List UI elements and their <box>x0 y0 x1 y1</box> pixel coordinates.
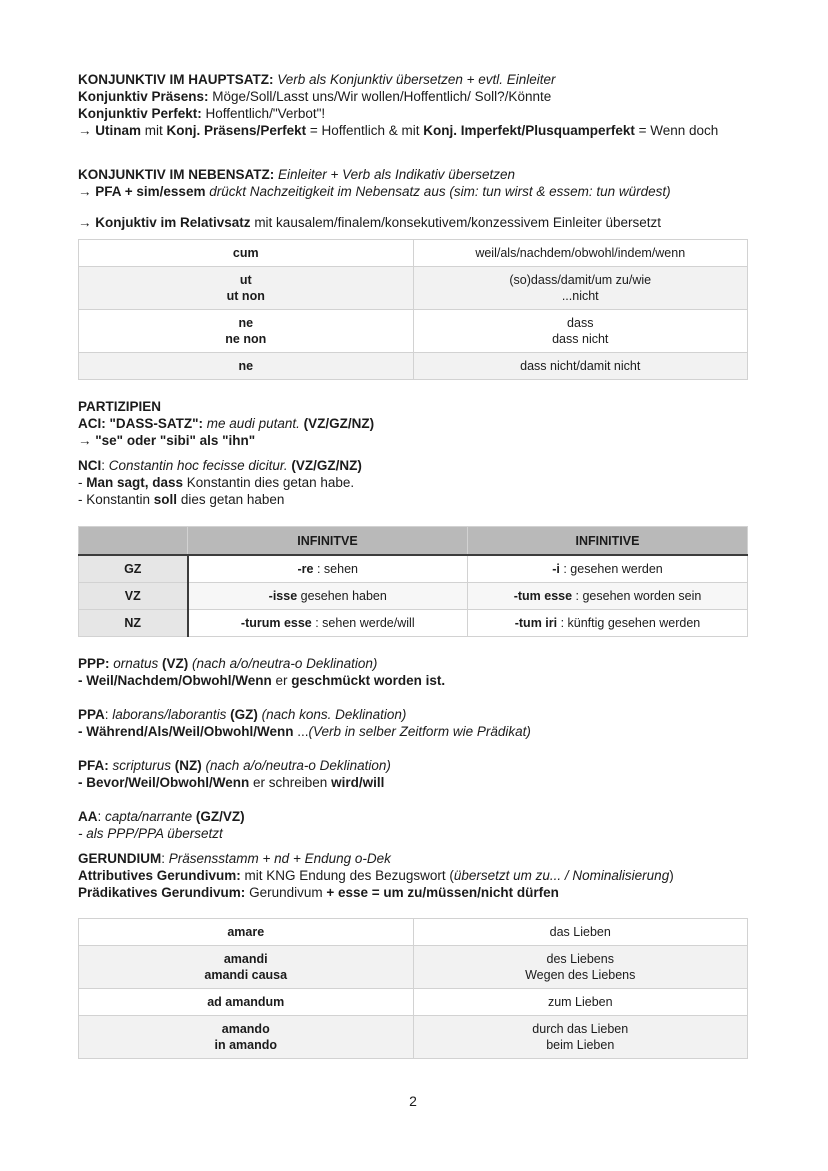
section-ppa <box>78 706 748 740</box>
text-segment: amandi <box>223 952 268 966</box>
text-segment: -tum iri <box>514 616 558 630</box>
text-segment: Konjunktiv Präsens: <box>78 89 213 104</box>
text-segment: → <box>78 215 96 230</box>
text-segment: PFA + sim/essem <box>95 184 206 199</box>
text-segment: ne <box>238 316 254 330</box>
text-line <box>78 757 748 774</box>
table-cell <box>79 919 414 946</box>
table-row <box>79 946 748 989</box>
text-segment: : sehen werde/will <box>311 616 415 630</box>
text-segment: er schreiben <box>249 775 332 790</box>
section-konjunktiv-hauptsatz <box>78 71 748 139</box>
text-segment: amandi causa <box>204 968 288 982</box>
conjunction-table <box>78 239 748 380</box>
text-line <box>420 288 742 304</box>
text-segment: cum <box>232 246 259 260</box>
table-row <box>79 267 748 310</box>
text-segment: -i <box>552 562 560 576</box>
text-line <box>420 924 742 940</box>
table-cell <box>79 310 414 353</box>
text-segment: weil/als/nachdem/obwohl/indem/wenn <box>475 246 686 260</box>
table-row <box>79 583 748 610</box>
text-line <box>195 588 462 604</box>
text-line <box>78 214 748 231</box>
text-segment: ne non <box>225 332 267 346</box>
text-segment: : <box>161 851 169 866</box>
text-segment: (VZ/GZ/NZ) <box>303 416 375 431</box>
section-nci <box>78 457 748 508</box>
text-segment: Konjuktiv im Relativsatz <box>95 215 251 230</box>
table-cell <box>79 946 414 989</box>
text-segment: ut <box>239 273 252 287</box>
text-line <box>85 1037 407 1053</box>
text-line <box>78 706 748 723</box>
text-segment: Utinam <box>95 123 142 138</box>
table-cell <box>79 353 414 380</box>
text-segment: -re <box>297 562 314 576</box>
text-line <box>85 924 407 940</box>
text-segment: PFA: <box>78 758 113 773</box>
table-cell <box>413 946 748 989</box>
text-segment: → <box>78 184 96 199</box>
table-row <box>79 610 748 637</box>
section-aa <box>78 808 748 842</box>
table-row-label: GZ <box>79 555 188 583</box>
text-line <box>85 967 407 983</box>
table-row-label: NZ <box>79 610 188 637</box>
table-cell <box>413 919 748 946</box>
text-segment: beim Lieben <box>546 1038 615 1052</box>
text-line <box>78 655 748 672</box>
table-cell <box>188 583 468 610</box>
text-segment: (GZ) <box>230 707 262 722</box>
text-line <box>85 951 407 967</box>
table-corner-cell <box>79 527 188 556</box>
table-row <box>79 240 748 267</box>
text-line <box>420 951 742 967</box>
text-segment: mit <box>141 123 167 138</box>
text-line <box>78 457 748 474</box>
text-line <box>420 315 742 331</box>
text-line <box>474 561 741 577</box>
text-segment: (Verb in selber Zeitform wie Prädikat) <box>308 724 531 739</box>
text-line <box>474 588 741 604</box>
text-line <box>85 315 407 331</box>
text-segment: (nach kons. Deklination) <box>261 707 407 722</box>
table-cell <box>413 240 748 267</box>
text-segment: ad amandum <box>207 995 285 1009</box>
table-row <box>79 1016 748 1059</box>
text-segment: (GZ/VZ) <box>195 809 245 824</box>
text-segment: = Wenn doch <box>634 123 719 138</box>
text-segment: : <box>104 707 113 722</box>
text-segment: : gesehen worden sein <box>572 589 702 603</box>
text-line <box>78 774 748 791</box>
text-segment: Prädikatives Gerundivum: <box>78 885 250 900</box>
text-segment: in amando <box>214 1038 277 1052</box>
text-line <box>78 415 748 432</box>
gerund-table <box>78 918 748 1059</box>
text-line <box>420 331 742 347</box>
text-segment: (so)dass/damit/um zu/wie <box>509 273 652 287</box>
text-segment: ornatus <box>113 656 163 671</box>
text-segment: des Liebens <box>546 952 614 966</box>
text-line <box>420 994 742 1010</box>
text-line <box>78 491 748 508</box>
table-row <box>79 310 748 353</box>
table-cell <box>413 989 748 1016</box>
table-row <box>79 919 748 946</box>
text-line <box>85 288 407 304</box>
text-segment: übersetzt um zu... / Nominalisierung <box>453 868 670 883</box>
text-line <box>85 245 407 261</box>
text-line <box>78 474 748 491</box>
text-line <box>85 331 407 347</box>
text-segment: : <box>101 458 109 473</box>
section-ppp <box>78 655 748 689</box>
text-line <box>420 245 742 261</box>
table-header-row <box>79 527 748 556</box>
text-segment: + esse = um zu/müssen/nicht dürfen <box>326 885 559 900</box>
table-header-cell: INFINITIVE <box>468 527 748 556</box>
text-segment: das Lieben <box>549 925 611 939</box>
text-line <box>85 358 407 374</box>
text-segment: PPP: <box>78 656 114 671</box>
table-row-label: VZ <box>79 583 188 610</box>
text-segment: laborans/laborantis <box>112 707 231 722</box>
text-line <box>78 825 748 842</box>
text-segment: dass nicht <box>552 332 609 346</box>
table-cell <box>413 1016 748 1059</box>
text-segment: : gesehen werden <box>559 562 663 576</box>
text-segment: geschmückt worden ist. <box>291 673 446 688</box>
text-segment: (nach a/o/neutra-o Deklination) <box>205 758 391 773</box>
text-segment: (VZ/GZ/NZ) <box>291 458 362 473</box>
table-cell <box>79 1016 414 1059</box>
text-line <box>78 723 748 740</box>
text-segment: mit KNG Endung des Bezugswort ( <box>244 868 454 883</box>
text-segment: - Konstantin <box>78 492 154 507</box>
text-segment: Man sagt, dass <box>86 475 187 490</box>
text-segment: zum Lieben <box>547 995 613 1009</box>
text-segment: = Hoffentlich & mit <box>306 123 424 138</box>
table-cell <box>413 267 748 310</box>
text-line <box>78 850 748 867</box>
text-segment: (nach a/o/neutra-o Deklination) <box>192 656 378 671</box>
table-cell <box>413 353 748 380</box>
table-cell <box>468 555 748 583</box>
text-segment: - <box>78 475 87 490</box>
table-cell <box>413 310 748 353</box>
text-segment: dies getan haben <box>177 492 285 507</box>
text-segment: PARTIZIPIEN <box>78 399 162 414</box>
text-line <box>78 432 748 449</box>
section-gerundium <box>78 850 748 901</box>
text-line <box>78 105 748 122</box>
text-segment: soll <box>153 492 178 507</box>
text-line <box>195 561 462 577</box>
text-segment: dass <box>567 316 594 330</box>
table-row <box>79 989 748 1016</box>
text-segment: ...nicht <box>561 289 599 303</box>
text-line <box>78 88 748 105</box>
infinitive-table <box>78 526 748 637</box>
text-segment: me audi putant. <box>206 416 304 431</box>
text-segment: NCI <box>78 458 102 473</box>
table-cell <box>188 555 468 583</box>
text-segment: → "se" oder "sibi" als "ihn" <box>78 433 256 448</box>
text-segment: er <box>271 673 292 688</box>
text-segment: KONJUNKTIV IM HAUPTSATZ: <box>78 72 278 87</box>
text-segment: wird/will <box>331 775 385 790</box>
text-segment: Verb als Konjunktiv übersetzen + evtl. Einleiter <box>277 72 556 87</box>
text-line <box>78 672 748 689</box>
table-cell <box>468 610 748 637</box>
text-segment: ut non <box>226 289 265 303</box>
text-line <box>420 967 742 983</box>
text-segment: Konj. Imperfekt/Plusquamperfekt <box>423 123 635 138</box>
text-segment: gesehen haben <box>297 589 387 603</box>
text-line <box>78 122 748 139</box>
text-line <box>85 272 407 288</box>
text-line <box>78 808 748 825</box>
text-segment: - Bevor/Weil/Obwohl/Wenn <box>78 775 250 790</box>
text-segment: Konstantin dies getan habe. <box>186 475 355 490</box>
text-segment: mit kausalem/finalem/konsekutivem/konzessivem Einleiter übersetzt <box>250 215 661 230</box>
text-segment: Konj. Präsens/Perfekt <box>166 123 307 138</box>
text-segment: KONJUNKTIV IM NEBENSATZ: <box>78 167 279 182</box>
text-line <box>78 867 748 884</box>
table-cell <box>79 240 414 267</box>
text-line <box>420 272 742 288</box>
text-segment: Einleiter + Verb als Indikativ übersetzen <box>278 167 516 182</box>
text-segment: ne <box>238 359 254 373</box>
page-number: 2 <box>409 1093 417 1109</box>
text-segment: - als PPP/PPA übersetzt <box>78 826 223 841</box>
text-line <box>474 615 741 631</box>
text-line <box>85 994 407 1010</box>
text-segment: AA <box>78 809 98 824</box>
text-segment: ... <box>293 724 309 739</box>
text-segment: -tum esse <box>513 589 573 603</box>
text-line <box>78 71 748 88</box>
text-segment: - Während/Als/Weil/Obwohl/Wenn <box>78 724 294 739</box>
section-pfa <box>78 757 748 791</box>
text-segment: -turum esse <box>240 616 312 630</box>
text-segment: amare <box>227 925 265 939</box>
text-segment: : <box>97 809 106 824</box>
table-cell <box>468 583 748 610</box>
text-line <box>420 1037 742 1053</box>
text-segment: GERUNDIUM <box>78 851 162 866</box>
text-segment: Wegen des Liebens <box>525 968 636 982</box>
table-cell <box>79 989 414 1016</box>
section-konjunktiv-nebensatz <box>78 166 748 200</box>
text-line <box>420 1021 742 1037</box>
text-line <box>78 884 748 901</box>
table-row <box>79 353 748 380</box>
text-segment: PPA <box>78 707 105 722</box>
text-segment: Constantin hoc fecisse dicitur. <box>108 458 292 473</box>
text-line <box>85 1021 407 1037</box>
text-segment: : sehen <box>313 562 358 576</box>
text-segment: dass nicht/damit nicht <box>520 359 641 373</box>
section-partizipien-aci <box>78 398 748 449</box>
text-segment: (NZ) <box>174 758 206 773</box>
text-segment: ACI: "DASS-SATZ": <box>78 416 207 431</box>
text-segment: : künftig gesehen werden <box>557 616 701 630</box>
text-segment: - Weil/Nachdem/Obwohl/Wenn <box>78 673 272 688</box>
text-line <box>78 166 748 183</box>
text-segment: Gerundivum <box>249 885 327 900</box>
text-segment: drückt Nachzeitigkeit im Nebensatz aus (sim: tun wirst & essem: tun würdest) <box>205 184 671 199</box>
text-segment: -isse <box>268 589 298 603</box>
text-segment: Möge/Soll/Lasst uns/Wir wollen/Hoffentlich/ Soll?/Könnte <box>212 89 552 104</box>
text-segment: → <box>78 123 96 138</box>
text-segment: scripturus <box>112 758 175 773</box>
text-segment: durch das Lieben <box>532 1022 629 1036</box>
text-line <box>78 183 748 200</box>
text-segment: capta/narrante <box>105 809 196 824</box>
table-header-cell: INFINITVE <box>188 527 468 556</box>
text-segment: Hoffentlich/"Verbot"! <box>205 106 326 121</box>
text-line <box>420 358 742 374</box>
table-cell <box>188 610 468 637</box>
text-segment: Präsensstamm + nd + Endung o-Dek <box>168 851 391 866</box>
text-segment: amando <box>221 1022 270 1036</box>
text-segment: ) <box>669 868 674 883</box>
text-segment: Konjunktiv Perfekt: <box>78 106 206 121</box>
table-row <box>79 555 748 583</box>
text-line <box>195 615 462 631</box>
text-segment: Attributives Gerundivum: <box>78 868 245 883</box>
text-line <box>78 398 748 415</box>
text-segment: (VZ) <box>162 656 193 671</box>
section-konjunktiv-relativsatz <box>78 214 748 231</box>
table-cell <box>79 267 414 310</box>
